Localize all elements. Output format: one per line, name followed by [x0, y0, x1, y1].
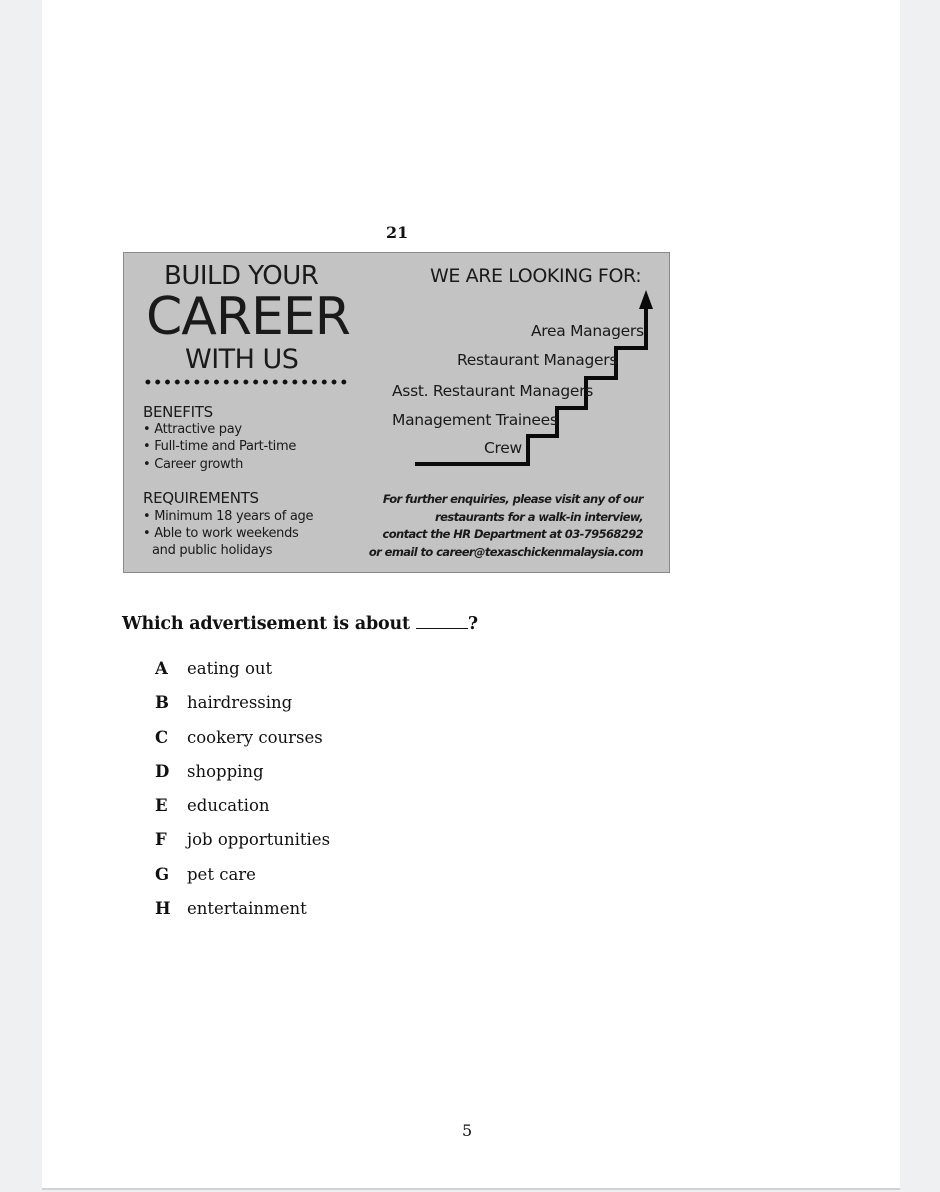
option-letter: B	[155, 693, 169, 712]
enquiry-line: contact the HR Department at 03-79568292	[382, 527, 643, 541]
requirement-item: and public holidays	[152, 543, 273, 558]
option-a	[155, 659, 272, 678]
page-number: 5	[462, 1121, 473, 1140]
headline-line-3: WITH US	[185, 344, 299, 375]
question-text	[122, 614, 478, 634]
position-crew: Crew	[484, 439, 522, 457]
option-text: education	[187, 796, 270, 815]
option-letter: A	[155, 659, 168, 678]
option-h	[155, 899, 307, 918]
career-advertisement	[123, 252, 670, 573]
option-letter: E	[155, 796, 168, 815]
option-d	[155, 762, 264, 781]
enquiry-line: For further enquiries, please visit any of our	[382, 492, 643, 506]
position-restaurant-managers: Restaurant Managers	[457, 351, 618, 369]
enquiry-line: restaurants for a walk-in interview,	[435, 509, 643, 524]
question-number: 21	[386, 223, 409, 242]
option-g	[155, 865, 256, 884]
option-text: pet care	[187, 865, 256, 884]
benefit-item: • Full-time and Part-time	[143, 439, 297, 454]
benefits-heading: BENEFITS	[143, 403, 213, 421]
benefit-item: • Attractive pay	[143, 422, 242, 437]
benefit-item: • Career growth	[143, 457, 244, 472]
option-b	[155, 693, 292, 712]
option-c	[155, 728, 323, 747]
enquiry-line: or email to career@texaschickenmalaysia.com	[368, 544, 643, 559]
position-area-managers: Area Managers	[531, 322, 644, 340]
question-suffix: ?	[467, 614, 478, 634]
option-letter: H	[155, 899, 171, 918]
requirement-item: • Minimum 18 years of age	[143, 509, 314, 524]
requirement-item: • Able to work weekends	[143, 526, 299, 541]
option-text: shopping	[187, 762, 264, 781]
option-letter: C	[155, 728, 169, 747]
option-letter: F	[155, 830, 167, 849]
option-letter: D	[155, 762, 170, 781]
document-page	[42, 0, 900, 1188]
position-management-trainees: Management Trainees	[392, 411, 558, 429]
page-edge	[42, 1188, 900, 1190]
option-letter: G	[155, 865, 170, 884]
option-text: job opportunities	[187, 830, 331, 849]
headline-line-1: BUILD YOUR	[164, 261, 319, 291]
headline-line-2: CAREER	[146, 287, 350, 347]
question-prefix: Which advertisement is about	[122, 614, 416, 634]
requirements-heading: REQUIREMENTS	[143, 489, 259, 507]
enquiry-text	[343, 491, 643, 561]
looking-for-heading: WE ARE LOOKING FOR:	[430, 265, 642, 287]
position-asst-restaurant-managers: Asst. Restaurant Managers	[392, 382, 593, 400]
option-text: entertainment	[187, 899, 307, 918]
answer-blank	[416, 614, 468, 629]
option-text: hairdressing	[187, 693, 293, 712]
option-text: cookery courses	[187, 728, 323, 747]
option-f	[155, 830, 330, 849]
option-text: eating out	[187, 659, 273, 678]
option-e	[155, 796, 270, 815]
